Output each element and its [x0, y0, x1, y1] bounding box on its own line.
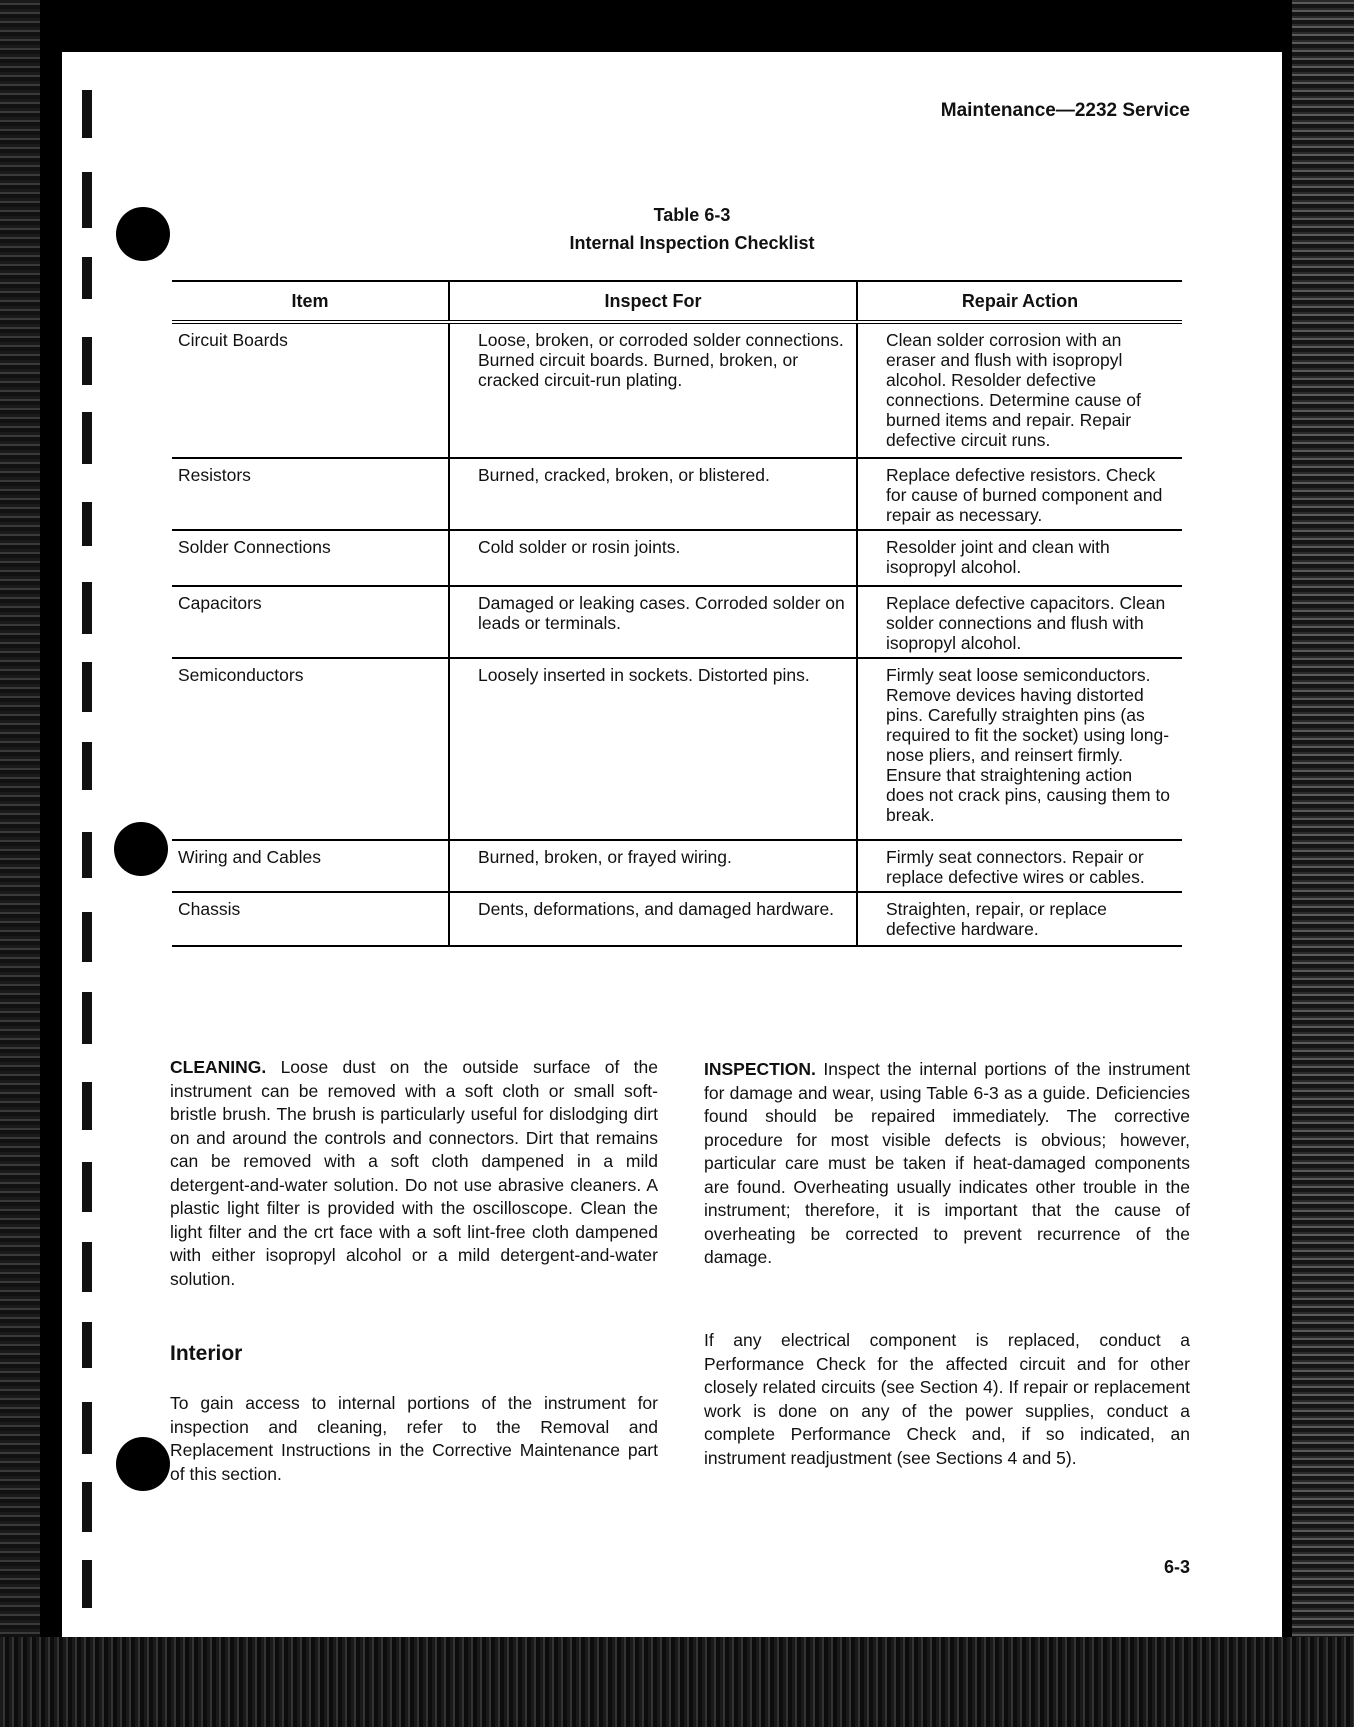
binder-mark — [82, 992, 92, 1044]
inspection-checklist-table — [172, 280, 1182, 947]
punch-hole — [116, 1437, 170, 1491]
table-row — [172, 892, 1182, 946]
binder-mark — [82, 502, 92, 546]
table-row — [172, 586, 1182, 658]
scan-edge-right — [1292, 0, 1354, 1727]
binder-mark — [82, 1560, 92, 1608]
cell-inspect-for: Burned, cracked, broken, or blistered. — [449, 458, 857, 530]
column-header-item: Item — [172, 281, 449, 322]
cell-repair-action: Firmly seat connectors. Repair or replace defective wires or cables. — [857, 840, 1182, 892]
table-row — [172, 322, 1182, 458]
cell-repair-action: Firmly seat loose semiconductors. Remove devices having distorted pins. Carefully straighten pins (as required to fit the socket) using long-nose pliers, and reinsert firmly. Ensure that straightening action does not crack pins, causing them to break. — [857, 658, 1182, 840]
binder-mark — [82, 582, 92, 634]
cleaning-heading: CLEANING. — [170, 1057, 267, 1077]
table-row — [172, 458, 1182, 530]
cell-repair-action: Replace defective resistors. Check for cause of burned component and repair as necessary. — [857, 458, 1182, 530]
document-page — [62, 52, 1282, 1637]
page-header: Maintenance—2232 Service — [940, 100, 1190, 121]
cell-inspect-for: Dents, deformations, and damaged hardware. — [449, 892, 857, 946]
inspection-text: Inspect the internal portions of the instrument for damage and wear, using Table 6-3 as a guide. Deficiencies found should be repaired immediately. The corrective procedure for most visible defects is obvious; however, particular care must be taken if heat-damaged components are found. Overheating usually indicates other trouble in the instrument; therefore, it is important that the cause of overheating be corrected to prevent recurrence of the damage. — [704, 1059, 1190, 1267]
table-row — [172, 840, 1182, 892]
binder-mark — [82, 1082, 92, 1130]
page-number: 6-3 — [1163, 1557, 1190, 1577]
cell-inspect-for: Loosely inserted in sockets. Distorted pins. — [449, 658, 857, 840]
cell-item: Capacitors — [172, 586, 449, 658]
cell-inspect-for: Burned, broken, or frayed wiring. — [449, 840, 857, 892]
binder-mark — [82, 662, 92, 712]
cell-inspect-for: Loose, broken, or corroded solder connections. Burned circuit boards. Burned, broken, or cracked circuit-run plating. — [449, 322, 857, 458]
scan-edge-bottom — [0, 1637, 1354, 1727]
binder-mark — [82, 1402, 92, 1454]
table-row — [172, 530, 1182, 586]
binder-mark — [82, 912, 92, 962]
interior-paragraph: To gain access to internal portions of the instrument for inspection and cleaning, refer to the Removal and Replacement Instructions in the Corrective Maintenance part of this section. — [170, 1393, 658, 1484]
column-header-inspect-for: Inspect For — [449, 281, 857, 322]
cell-item: Resistors — [172, 458, 449, 530]
table-title: Internal Inspection Checklist — [569, 233, 815, 253]
binder-mark — [82, 337, 92, 385]
binder-mark — [82, 90, 92, 138]
interior-heading: Interior — [170, 1342, 243, 1365]
cleaning-text: Loose dust on the outside surface of the instrument can be removed with a soft cloth or small soft-bristle brush. The brush is particularly useful for dislodging dirt on and around the controls and connectors. Dirt that remains can be removed with a soft cloth dampened in a mild detergent-and-water solution. Do not use abrasive cleaners. A plastic light filter is provided with the oscilloscope. Clean the light filter and the crt face with a soft lint-free cloth dampened with either isopropyl alcohol or a mild detergent-and-water solution. — [170, 1057, 658, 1289]
scan-edge-left — [0, 0, 40, 1727]
cell-repair-action: Clean solder corrosion with an eraser and flush with isopropyl alcohol. Resolder defective connections. Determine cause of burned items and repair. Repair defective circuit runs. — [857, 322, 1182, 458]
binder-mark — [82, 832, 92, 878]
punch-hole — [114, 822, 168, 876]
replacement-note-paragraph: If any electrical component is replaced, conduct a Performance Check for the affected circuit and for other closely related circuits (see Section 4). If repair or replacement work is done on any of the power supplies, conduct a complete Performance Check and, if so indicated, an instrument readjustment (see Sections 4 and 5). — [704, 1330, 1190, 1468]
binder-mark — [82, 412, 92, 464]
table-number: Table 6-3 — [653, 205, 731, 225]
cell-item: Circuit Boards — [172, 322, 449, 458]
cell-inspect-for: Cold solder or rosin joints. — [449, 530, 857, 586]
inspection-paragraph — [704, 1058, 1190, 1270]
binder-mark — [82, 257, 92, 299]
binder-mark — [82, 1482, 92, 1532]
inspection-heading: INSPECTION. — [704, 1059, 816, 1079]
binder-mark — [82, 742, 92, 790]
binder-mark — [82, 172, 92, 228]
column-header-repair-action: Repair Action — [857, 281, 1182, 322]
binder-mark — [82, 1322, 92, 1368]
cell-repair-action: Straighten, repair, or replace defective hardware. — [857, 892, 1182, 946]
cell-inspect-for: Damaged or leaking cases. Corroded solder on leads or terminals. — [449, 586, 857, 658]
cell-repair-action: Replace defective capacitors. Clean solder connections and flush with isopropyl alcohol. — [857, 586, 1182, 658]
cell-item: Semiconductors — [172, 658, 449, 840]
cell-item: Wiring and Cables — [172, 840, 449, 892]
cell-item: Solder Connections — [172, 530, 449, 586]
cleaning-paragraph — [170, 1056, 658, 1291]
cell-item: Chassis — [172, 892, 449, 946]
binder-mark — [82, 1242, 92, 1292]
cell-repair-action: Resolder joint and clean with isopropyl alcohol. — [857, 530, 1182, 586]
binder-mark — [82, 1162, 92, 1212]
table-header-row — [172, 281, 1182, 322]
table-row — [172, 658, 1182, 840]
